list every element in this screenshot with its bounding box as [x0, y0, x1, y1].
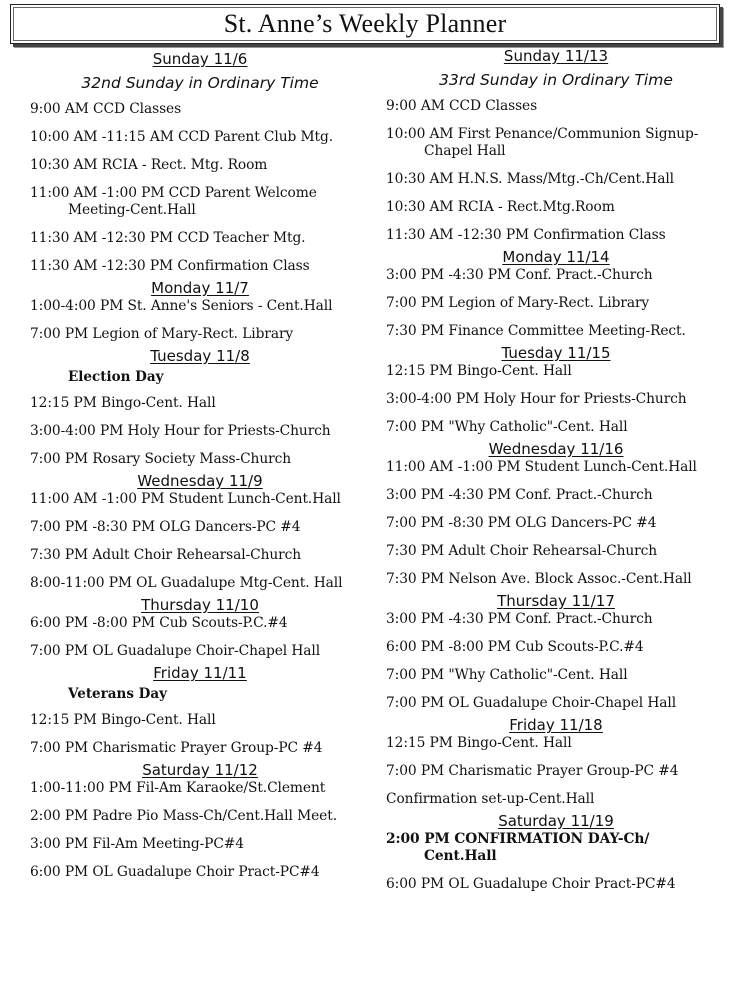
- event-item: 1:00-4:00 PM St. Anne's Seniors - Cent.Hall: [30, 298, 333, 314]
- event-item: Confirmation set-up-Cent.Hall: [386, 791, 595, 807]
- event-item: 7:00 PM Rosary Society Mass-Church: [30, 451, 292, 467]
- event-item: 6:00 PM -8:00 PM Cub Scouts-P.C.#4: [386, 639, 644, 655]
- holiday-note: Election Day: [68, 369, 164, 385]
- event-item: 12:15 PM Bingo-Cent. Hall: [30, 395, 216, 411]
- event-item: 7:30 PM Finance Committee Meeting-Rect.: [386, 323, 686, 339]
- day-heading-tuesday: Tuesday 11/8: [150, 347, 250, 365]
- event-item: 7:00 PM -8:30 PM OLG Dancers-PC #4: [386, 515, 657, 531]
- day-heading-monday: Monday 11/14: [502, 248, 610, 266]
- event-item: 6:00 PM OL Guadalupe Choir Pract-PC#4: [386, 876, 676, 892]
- liturgical-day: 32nd Sunday in Ordinary Time: [81, 74, 319, 92]
- event-item: 10:30 AM RCIA - Rect.Mtg.Room: [386, 199, 615, 215]
- event-item: 1:00-11:00 PM Fil-Am Karaoke/St.Clement: [30, 780, 326, 796]
- event-item: 3:00 PM -4:30 PM Conf. Pract.-Church: [386, 487, 653, 503]
- event-item: 7:00 PM Charismatic Prayer Group-PC #4: [386, 763, 679, 779]
- week-column-right: [386, 43, 726, 893]
- day-heading-friday: Friday 11/11: [153, 664, 247, 682]
- event-item: 12:15 PM Bingo-Cent. Hall: [386, 735, 572, 751]
- event-item: 9:00 AM CCD Classes: [386, 98, 538, 114]
- event-item: 3:00 PM Fil-Am Meeting-PC#4: [30, 836, 244, 852]
- event-item: 6:00 PM -8:00 PM Cub Scouts-P.C.#4: [30, 615, 288, 631]
- day-heading-saturday: Saturday 11/19: [498, 812, 614, 830]
- event-item: 7:30 PM Adult Choir Rehearsal-Church: [386, 543, 658, 559]
- event-item: 10:00 AM -11:15 AM CCD Parent Club Mtg.: [30, 129, 333, 145]
- event-item: 12:15 PM Bingo-Cent. Hall: [386, 363, 572, 379]
- day-heading-tuesday: Tuesday 11/15: [501, 344, 611, 362]
- day-heading-wednesday: Wednesday 11/16: [488, 440, 624, 458]
- event-item: 7:00 PM Legion of Mary-Rect. Library: [386, 295, 650, 311]
- title-box: [10, 4, 720, 44]
- event-item: 7:00 PM "Why Catholic"-Cent. Hall: [386, 419, 628, 435]
- day-heading-sunday: Sunday 11/6: [152, 50, 248, 68]
- holiday-note: Veterans Day: [68, 686, 167, 702]
- day-heading-monday: Monday 11/7: [151, 279, 249, 297]
- event-item: 8:00-11:00 PM OL Guadalupe Mtg-Cent. Hall: [30, 575, 343, 591]
- day-heading-saturday: Saturday 11/12: [142, 761, 258, 779]
- event-item: 10:30 AM H.N.S. Mass/Mtg.-Ch/Cent.Hall: [386, 171, 674, 187]
- page-title: St. Anne’s Weekly Planner: [223, 9, 507, 38]
- event-item: 7:00 PM OL Guadalupe Choir-Chapel Hall: [30, 643, 321, 659]
- event-item: 11:00 AM -1:00 PM CCD Parent Welcome Meeting-Cent.Hall: [30, 185, 317, 218]
- day-heading-thursday: Thursday 11/10: [141, 596, 259, 614]
- event-item: 11:30 AM -12:30 PM CCD Teacher Mtg.: [30, 230, 306, 246]
- event-item: 3:00 PM -4:30 PM Conf. Pract.-Church: [386, 611, 653, 627]
- event-item: 7:30 PM Adult Choir Rehearsal-Church: [30, 547, 302, 563]
- event-item: 2:00 PM Padre Pio Mass-Ch/Cent.Hall Meet.: [30, 808, 337, 824]
- day-heading-friday: Friday 11/18: [509, 716, 603, 734]
- event-item: 3:00-4:00 PM Holy Hour for Priests-Church: [386, 391, 687, 407]
- event-item: 7:00 PM OL Guadalupe Choir-Chapel Hall: [386, 695, 677, 711]
- event-item: 11:00 AM -1:00 PM Student Lunch-Cent.Hall: [386, 459, 697, 475]
- event-item: 6:00 PM OL Guadalupe Choir Pract-PC#4: [30, 864, 320, 880]
- event-item: 11:30 AM -12:30 PM Confirmation Class: [30, 258, 310, 274]
- day-heading-thursday: Thursday 11/17: [497, 592, 615, 610]
- event-item: 7:30 PM Nelson Ave. Block Assoc.-Cent.Hall: [386, 571, 692, 587]
- event-item: 9:00 AM CCD Classes: [30, 101, 182, 117]
- liturgical-day: 33rd Sunday in Ordinary Time: [439, 71, 673, 89]
- day-heading-sunday: Sunday 11/13: [503, 47, 609, 65]
- event-item-highlight: 2:00 PM CONFIRMATION DAY-Ch/ Cent.Hall: [386, 831, 650, 864]
- event-item: 10:30 AM RCIA - Rect. Mtg. Room: [30, 157, 268, 173]
- event-item: 7:00 PM -8:30 PM OLG Dancers-PC #4: [30, 519, 301, 535]
- event-item: 12:15 PM Bingo-Cent. Hall: [30, 712, 216, 728]
- day-heading-wednesday: Wednesday 11/9: [137, 472, 263, 490]
- event-item: 11:30 AM -12:30 PM Confirmation Class: [386, 227, 666, 243]
- event-item: 3:00 PM -4:30 PM Conf. Pract.-Church: [386, 267, 653, 283]
- event-item: 7:00 PM "Why Catholic"-Cent. Hall: [386, 667, 628, 683]
- event-item: 7:00 PM Charismatic Prayer Group-PC #4: [30, 740, 323, 756]
- event-item: 3:00-4:00 PM Holy Hour for Priests-Church: [30, 423, 331, 439]
- event-item: 11:00 AM -1:00 PM Student Lunch-Cent.Hall: [30, 491, 341, 507]
- event-item: 10:00 AM First Penance/Communion Signup-Chapel Hall: [386, 126, 699, 159]
- event-item: 7:00 PM Legion of Mary-Rect. Library: [30, 326, 294, 342]
- week-column-left: [30, 46, 370, 881]
